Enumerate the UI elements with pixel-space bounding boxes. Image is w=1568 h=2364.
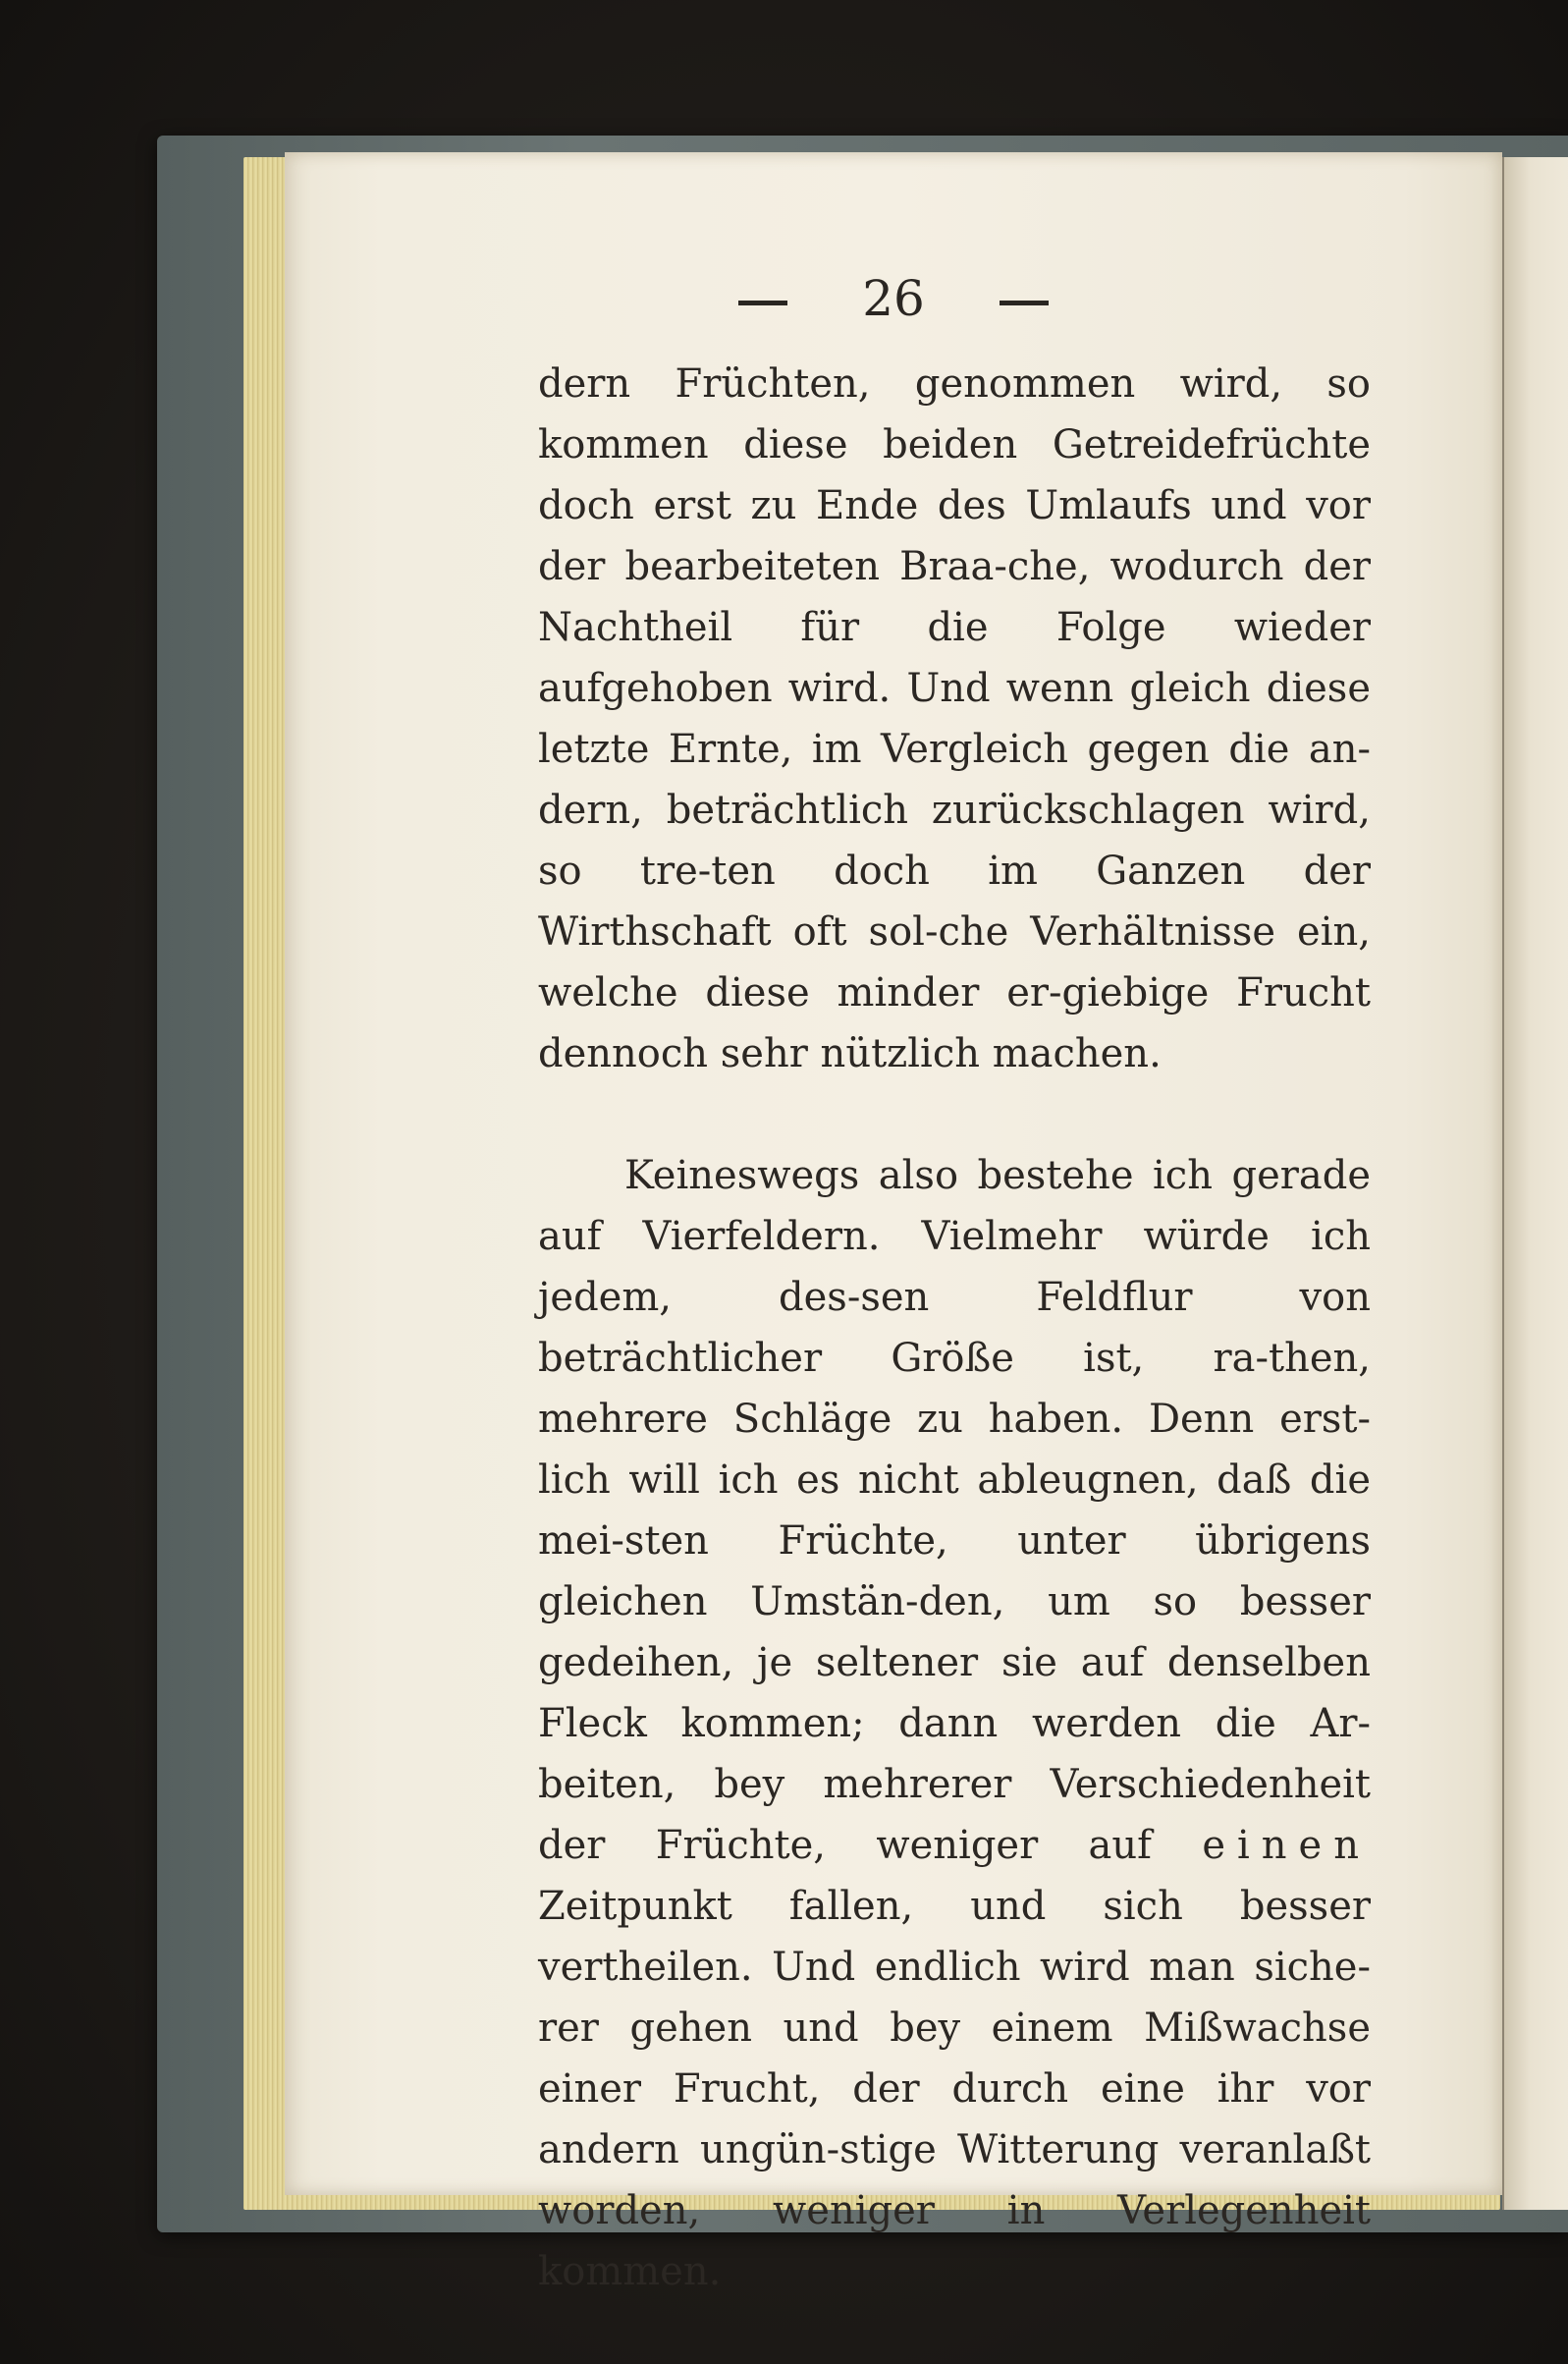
paragraph-1: dern Früchten, genommen wird, so kommen diese beiden Getreidefrüchte doch erst zu Ende des Umlaufs und vor der bearbeiteten Braa-che, wodurch der Nachtheil für die Folge wieder aufgehoben wird. Und wenn gleich diese letzte Ernte, im Vergleich gegen die an-dern, beträchtlich zurückschlagen wird, so tre-ten doch im Ganzen der Wirthschaft oft sol-che Verhältnisse ein, welche diese minder er-giebige Frucht dennoch sehr nützlich machen. — [538, 361, 1371, 1076]
paragraph-2-emphasis: einen — [1202, 1823, 1371, 1868]
paragraph-2-text-b: Zeitpunkt fallen, und sich besser vertheilen. Und endlich wird man siche-rer gehen und bey einem Mißwachse einer Frucht, der durch eine ihr vor andern ungün-stige Witterung veranlaßt worden, weniger in Verlegenheit kommen. — [538, 1884, 1371, 2294]
running-header — [285, 270, 1502, 327]
header-dash-left — [738, 301, 787, 305]
facing-page-edge — [1502, 157, 1568, 2210]
page-body — [538, 354, 1371, 2302]
header-dash-right — [1000, 301, 1049, 305]
paragraph-2 — [538, 1145, 1371, 2302]
page-number: 26 — [862, 270, 925, 327]
paragraph-2-text-a: Keineswegs also bestehe ich gerade auf Vierfeldern. Vielmehr würde ich jedem, des-sen Feldflur von beträchtlicher Größe ist, ra-then, mehrere Schläge zu haben. Denn erst-lich will ich es nicht ableugnen, daß die mei-sten Früchte, unter übrigens gleichen Umstän-den, um so besser gedeihen, je seltener sie auf denselben Fleck kommen; dann werden die Ar-beiten, bey mehrerer Verschiedenheit der Früchte, weniger auf — [538, 1153, 1371, 1868]
